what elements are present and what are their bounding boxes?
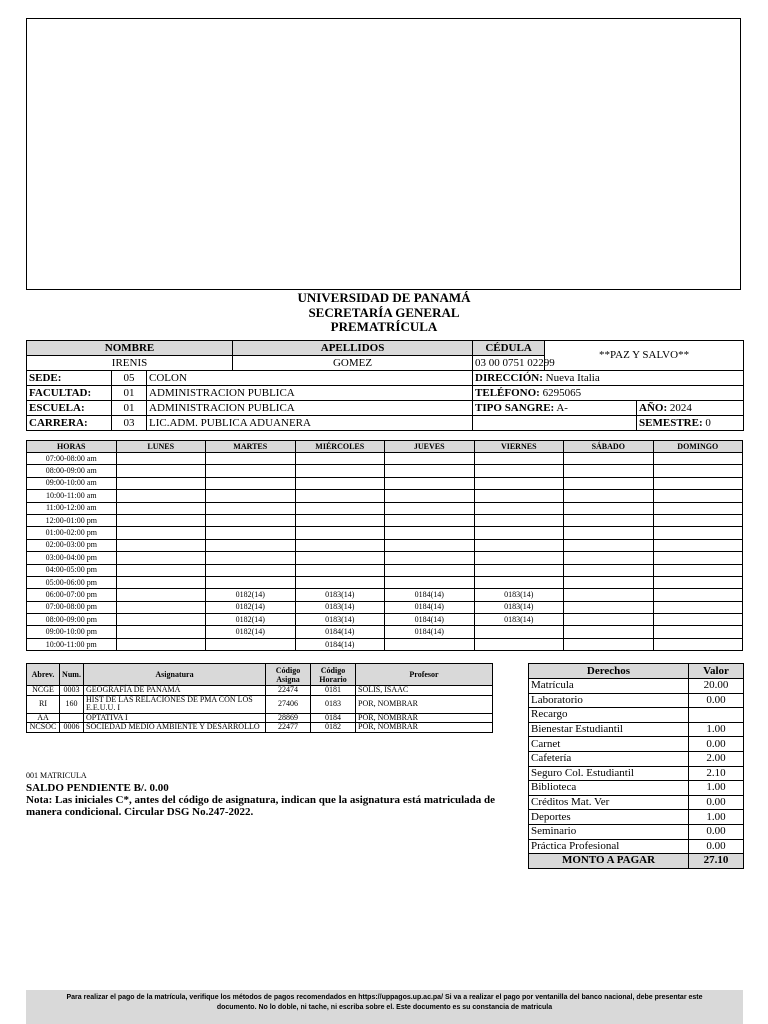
- career-code: 03: [112, 416, 147, 431]
- schedule-row: [27, 601, 743, 613]
- fee-item: Recargo: [529, 708, 689, 723]
- schedule-col-header: HORAS: [27, 441, 117, 453]
- schedule-cell: [206, 638, 296, 650]
- schedule-cell: [385, 638, 475, 650]
- fee-row: [529, 795, 744, 810]
- student-id: 03 00 0751 02299: [473, 356, 545, 371]
- fee-row: [529, 751, 744, 766]
- fee-row: [529, 722, 744, 737]
- course-row: [27, 723, 493, 733]
- fee-item: Seguro Col. Estudiantil: [529, 766, 689, 781]
- schedule-cell: [385, 477, 475, 489]
- schedule-cell: 0183(14): [474, 589, 564, 601]
- schedule-cell: 0183(14): [295, 614, 385, 626]
- school-label: ESCUELA:: [27, 401, 112, 416]
- schedule-hour: 11:00-12:00 am: [27, 502, 117, 514]
- schedule-row: [27, 453, 743, 465]
- schedule-cell: 0183(14): [474, 614, 564, 626]
- schedule-row: [27, 490, 743, 502]
- student-surname: GOMEZ: [233, 356, 473, 371]
- schedule-cell: [564, 589, 654, 601]
- schedule-row: [27, 638, 743, 650]
- faculty-value: ADMINISTRACION PUBLICA: [147, 386, 473, 401]
- schedule-cell: [295, 490, 385, 502]
- schedule-cell: [116, 514, 206, 526]
- schedule-cell: 0182(14): [206, 614, 296, 626]
- schedule-cell: [653, 614, 743, 626]
- schedule-cell: 0184(14): [295, 638, 385, 650]
- course-cell: 28869: [266, 713, 311, 723]
- fee-value: 20.00: [689, 679, 744, 694]
- fee-row: [529, 810, 744, 825]
- schedule-cell: [295, 502, 385, 514]
- courses-table: [26, 663, 493, 733]
- course-cell: RI: [27, 695, 60, 713]
- fee-item: Créditos Mat. Ver: [529, 795, 689, 810]
- schedule-cell: [653, 502, 743, 514]
- schedule-cell: 0183(14): [295, 589, 385, 601]
- schedule-cell: [385, 514, 475, 526]
- schedule-cell: [295, 514, 385, 526]
- surname-header: APELLIDOS: [233, 341, 473, 356]
- schedule-cell: [653, 490, 743, 502]
- schedule-cell: [206, 502, 296, 514]
- schedule-cell: [116, 539, 206, 551]
- schedule-cell: [385, 552, 475, 564]
- schedule-cell: [564, 490, 654, 502]
- schedule-cell: [564, 465, 654, 477]
- semester-label: SEMESTRE:: [639, 416, 703, 429]
- schedule-cell: [564, 626, 654, 638]
- schedule-cell: [653, 552, 743, 564]
- course-cell: 0182: [311, 723, 356, 733]
- schedule-cell: [474, 564, 564, 576]
- schedule-cell: [116, 614, 206, 626]
- schedule-hour: 10:00-11:00 am: [27, 490, 117, 502]
- fee-item: Práctica Profesional: [529, 839, 689, 854]
- course-cell: HIST DE LAS RELACIONES DE PMA CON LOS E.E.U.U. I: [84, 695, 266, 713]
- fees-table: [528, 663, 744, 869]
- schedule-cell: [564, 576, 654, 588]
- fee-item: Laboratorio: [529, 693, 689, 708]
- schedule-col-header: VIERNES: [474, 441, 564, 453]
- schedule-cell: [474, 477, 564, 489]
- schedule-cell: [206, 576, 296, 588]
- schedule-cell: [474, 527, 564, 539]
- schedule-hour: 09:00-10:00 pm: [27, 626, 117, 638]
- conditional-note: Nota: Las iniciales C*, antes del código de asignatura, indican que la asignatura está matriculada de manera condicional. Circular DSG No.247-2022.: [26, 794, 496, 818]
- faculty-code: 01: [112, 386, 147, 401]
- schedule-cell: 0183(14): [295, 601, 385, 613]
- courses-col-header: Profesor: [356, 664, 493, 686]
- schedule-cell: 0182(14): [206, 601, 296, 613]
- fee-row: [529, 839, 744, 854]
- schedule-cell: [206, 453, 296, 465]
- address-label: DIRECCIÓN:: [475, 371, 543, 384]
- schedule-cell: [116, 477, 206, 489]
- schedule-cell: 0184(14): [385, 589, 475, 601]
- address-cell: [473, 371, 744, 386]
- document-title: PREMATRÍCULA: [330, 319, 438, 334]
- schedule-cell: [295, 453, 385, 465]
- courses-col-header: Num.: [60, 664, 84, 686]
- schedule-cell: [653, 589, 743, 601]
- schedule-hour: 05:00-06:00 pm: [27, 576, 117, 588]
- schedule-cell: [653, 626, 743, 638]
- schedule-cell: 0182(14): [206, 626, 296, 638]
- course-cell: SOCIEDAD MEDIO AMBIENTE Y DESARROLLO: [84, 723, 266, 733]
- schedule-col-header: LUNES: [116, 441, 206, 453]
- schedule-cell: [474, 539, 564, 551]
- schedule-cell: 0184(14): [385, 626, 475, 638]
- course-cell: NCSOC: [27, 723, 60, 733]
- courses-header-row: [27, 664, 493, 686]
- year-cell: [637, 401, 744, 416]
- schedule-cell: [474, 576, 564, 588]
- schedule-cell: [116, 626, 206, 638]
- footer-instructions: [26, 990, 743, 1024]
- schedule-cell: [474, 626, 564, 638]
- schedule-col-header: MARTES: [206, 441, 296, 453]
- schedule-cell: [116, 564, 206, 576]
- schedule-hour: 08:00-09:00 am: [27, 465, 117, 477]
- pending-balance: SALDO PENDIENTE B/. 0.00: [26, 782, 169, 794]
- year-value: 2024: [669, 401, 692, 414]
- schedule-hour: 07:00-08:00 pm: [27, 601, 117, 613]
- schedule-cell: [295, 576, 385, 588]
- blood-cell: [473, 401, 637, 416]
- schedule-cell: [474, 465, 564, 477]
- course-cell: GEOGRAFÍA DE PANAMÁ: [84, 686, 266, 696]
- schedule-cell: [653, 514, 743, 526]
- schedule-row: [27, 514, 743, 526]
- schedule-cell: [653, 453, 743, 465]
- photo-frame: [26, 18, 741, 290]
- courses-col-header: Abrev.: [27, 664, 60, 686]
- schedule-cell: [474, 638, 564, 650]
- sede-code: 05: [112, 371, 147, 386]
- fee-row: [529, 824, 744, 839]
- schedule-cell: [564, 453, 654, 465]
- total-label: MONTO A PAGAR: [529, 854, 689, 869]
- schedule-cell: [206, 564, 296, 576]
- schedule-cell: [385, 527, 475, 539]
- school-code: 01: [112, 401, 147, 416]
- id-header: CÉDULA: [473, 341, 545, 356]
- schedule-cell: [385, 576, 475, 588]
- schedule-cell: [206, 490, 296, 502]
- fee-value: 0.00: [689, 693, 744, 708]
- schedule-cell: [653, 477, 743, 489]
- schedule-cell: [295, 465, 385, 477]
- schedule-hour: 04:00-05:00 pm: [27, 564, 117, 576]
- schedule-cell: [116, 576, 206, 588]
- schedule-col-header: DOMINGO: [653, 441, 743, 453]
- career-label: CARRERA:: [27, 416, 112, 431]
- fee-item: Bienestar Estudiantil: [529, 722, 689, 737]
- schedule-cell: [564, 638, 654, 650]
- schedule-row: [27, 614, 743, 626]
- course-cell: 0006: [60, 723, 84, 733]
- schedule-cell: [206, 539, 296, 551]
- course-cell: 27406: [266, 695, 311, 713]
- career-spacer: [473, 416, 637, 431]
- schedule-hour: 02:00-03:00 pm: [27, 539, 117, 551]
- course-cell: 160: [60, 695, 84, 713]
- sede-label: SEDE:: [27, 371, 112, 386]
- course-cell: 22474: [266, 686, 311, 696]
- schedule-cell: [653, 539, 743, 551]
- course-cell: 0003: [60, 686, 84, 696]
- fee-row: [529, 781, 744, 796]
- schedule-cell: [116, 502, 206, 514]
- schedule-hour: 07:00-08:00 am: [27, 453, 117, 465]
- schedule-cell: [564, 527, 654, 539]
- fee-item: Carnet: [529, 737, 689, 752]
- fees-body: [529, 679, 744, 854]
- schedule-cell: [116, 465, 206, 477]
- fee-value: 0.00: [689, 824, 744, 839]
- fee-value: 1.00: [689, 810, 744, 825]
- courses-col-header: Asignatura: [84, 664, 266, 686]
- schedule-row: [27, 527, 743, 539]
- course-cell: 0181: [311, 686, 356, 696]
- schedule-cell: [116, 638, 206, 650]
- schedule-cell: [474, 552, 564, 564]
- schedule-row: [27, 477, 743, 489]
- schedule-hour: 08:00-09:00 pm: [27, 614, 117, 626]
- schedule-cell: [385, 564, 475, 576]
- fee-value: 0.00: [689, 839, 744, 854]
- schedule-cell: [385, 465, 475, 477]
- phone-cell: [473, 386, 744, 401]
- footer-line-2: documento. No lo doble, ni tache, ni escriba sobre el. Este documento es su constancia de matricula: [216, 1004, 553, 1011]
- student-info-table: [26, 340, 744, 431]
- fee-row: [529, 766, 744, 781]
- schedule-cell: [564, 552, 654, 564]
- schedule-cell: [116, 527, 206, 539]
- schedule-cell: [116, 453, 206, 465]
- schedule-cell: [564, 477, 654, 489]
- schedule-cell: [206, 514, 296, 526]
- schedule-cell: [116, 601, 206, 613]
- fee-value: 2.00: [689, 751, 744, 766]
- fee-item: Biblioteca: [529, 781, 689, 796]
- fee-value: 0.00: [689, 795, 744, 810]
- schedule-cell: 0184(14): [385, 601, 475, 613]
- schedule-hour: 01:00-02:00 pm: [27, 527, 117, 539]
- schedule-cell: [116, 589, 206, 601]
- name-header: NOMBRE: [27, 341, 233, 356]
- course-cell: POR, NOMBRAR: [356, 695, 493, 713]
- semester-cell: [637, 416, 744, 431]
- course-row: [27, 695, 493, 713]
- blood-value: A-: [556, 401, 568, 414]
- schedule-cell: [295, 539, 385, 551]
- courses-body: [27, 686, 493, 733]
- schedule-cell: [564, 539, 654, 551]
- schedule-cell: [295, 527, 385, 539]
- fee-item: Deportes: [529, 810, 689, 825]
- schedule-row: [27, 589, 743, 601]
- total-value: 27.10: [689, 854, 744, 869]
- faculty-label: FACULTAD:: [27, 386, 112, 401]
- schedule-cell: [564, 502, 654, 514]
- schedule-cell: 0184(14): [295, 626, 385, 638]
- career-value: LIC.ADM. PUBLICA ADUANERA: [147, 416, 473, 431]
- sede-value: COLON: [147, 371, 473, 386]
- schedule-hour: 10:00-11:00 pm: [27, 638, 117, 650]
- schedule-cell: [385, 453, 475, 465]
- schedule-hour: 12:00-01:00 pm: [27, 514, 117, 526]
- fee-value: 2.10: [689, 766, 744, 781]
- fee-row: [529, 737, 744, 752]
- schedule-cell: [653, 638, 743, 650]
- schedule-cell: [385, 490, 475, 502]
- schedule-cell: [295, 477, 385, 489]
- matricula-code: 001 MATRICULA: [26, 771, 87, 780]
- schedule-cell: [206, 527, 296, 539]
- course-cell: POR, NOMBRAR: [356, 723, 493, 733]
- student-name: IRENIS: [27, 356, 233, 371]
- schedule-row: [27, 564, 743, 576]
- fee-row: [529, 693, 744, 708]
- course-cell: 0183: [311, 695, 356, 713]
- year-label: AÑO:: [639, 401, 668, 414]
- blood-label: TIPO SANGRE:: [475, 401, 555, 414]
- schedule-cell: [206, 552, 296, 564]
- fee-value: 1.00: [689, 781, 744, 796]
- course-cell: SOLIS, ISAAC: [356, 686, 493, 696]
- schedule-body: [27, 453, 743, 651]
- footer-line-1: Para realizar el pago de la matrícula, verifique los métodos de pagos recomendados en https://uppagos.up.ac.pa/ Si va a realizar el pago por ventanilla del banco nacional, debe presentar este: [66, 994, 703, 1001]
- courses-col-header: Código Asigna: [266, 664, 311, 686]
- paz-y-salvo-status: **PAZ Y SALVO**: [545, 341, 744, 371]
- schedule-row: [27, 539, 743, 551]
- fees-header-item: Derechos: [529, 664, 689, 679]
- courses-col-header: Código Horario: [311, 664, 356, 686]
- course-cell: 0184: [311, 713, 356, 723]
- course-cell: OPTATIVA I: [84, 713, 266, 723]
- phone-value: 6295065: [542, 386, 582, 399]
- fee-row: [529, 708, 744, 723]
- schedule-row: [27, 626, 743, 638]
- course-cell: AA: [27, 713, 60, 723]
- notes-section: [26, 771, 496, 818]
- schedule-cell: [385, 502, 475, 514]
- schedule-row: [27, 576, 743, 588]
- fee-value: [689, 708, 744, 723]
- university-name: UNIVERSIDAD DE PANAMÁ: [297, 290, 471, 305]
- fee-item: Matrícula: [529, 679, 689, 694]
- schedule-cell: [653, 601, 743, 613]
- schedule-cell: [474, 490, 564, 502]
- schedule-cell: [474, 514, 564, 526]
- schedule-cell: [206, 477, 296, 489]
- schedule-cell: [116, 552, 206, 564]
- phone-label: TELÉFONO:: [475, 386, 540, 399]
- address-value: Nueva Italia: [545, 371, 600, 384]
- school-value: ADMINISTRACION PUBLICA: [147, 401, 473, 416]
- schedule-col-header: JUEVES: [385, 441, 475, 453]
- fees-header-value: Valor: [689, 664, 744, 679]
- schedule-hour: 06:00-07:00 pm: [27, 589, 117, 601]
- office-name: SECRETARÍA GENERAL: [308, 304, 460, 320]
- document-header: [0, 291, 768, 335]
- schedule-row: [27, 465, 743, 477]
- schedule-col-header: MIÉRCOLES: [295, 441, 385, 453]
- schedule-table: [26, 440, 743, 651]
- schedule-cell: 0184(14): [385, 614, 475, 626]
- schedule-cell: [295, 564, 385, 576]
- schedule-cell: [653, 576, 743, 588]
- schedule-col-header: SÁBADO: [564, 441, 654, 453]
- fee-row: [529, 679, 744, 694]
- fee-item: Seminario: [529, 824, 689, 839]
- schedule-cell: [564, 514, 654, 526]
- schedule-hour: 09:00-10:00 am: [27, 477, 117, 489]
- schedule-cell: [653, 527, 743, 539]
- schedule-cell: 0183(14): [474, 601, 564, 613]
- semester-value: 0: [705, 416, 711, 429]
- schedule-row: [27, 502, 743, 514]
- fee-value: 1.00: [689, 722, 744, 737]
- schedule-cell: [564, 614, 654, 626]
- schedule-hour: 03:00-04:00 pm: [27, 552, 117, 564]
- schedule-cell: [653, 465, 743, 477]
- fee-item: Cafetería: [529, 751, 689, 766]
- schedule-cell: [385, 539, 475, 551]
- course-cell: 22477: [266, 723, 311, 733]
- course-cell: NCGE: [27, 686, 60, 696]
- schedule-cell: [295, 552, 385, 564]
- schedule-cell: 0182(14): [206, 589, 296, 601]
- schedule-cell: [206, 465, 296, 477]
- schedule-row: [27, 552, 743, 564]
- schedule-header-row: [27, 441, 743, 453]
- schedule-cell: [564, 601, 654, 613]
- course-row: [27, 686, 493, 696]
- schedule-cell: [474, 502, 564, 514]
- schedule-cell: [653, 564, 743, 576]
- schedule-cell: [116, 490, 206, 502]
- fee-value: 0.00: [689, 737, 744, 752]
- course-cell: POR, NOMBRAR: [356, 713, 493, 723]
- schedule-cell: [474, 453, 564, 465]
- schedule-cell: [564, 564, 654, 576]
